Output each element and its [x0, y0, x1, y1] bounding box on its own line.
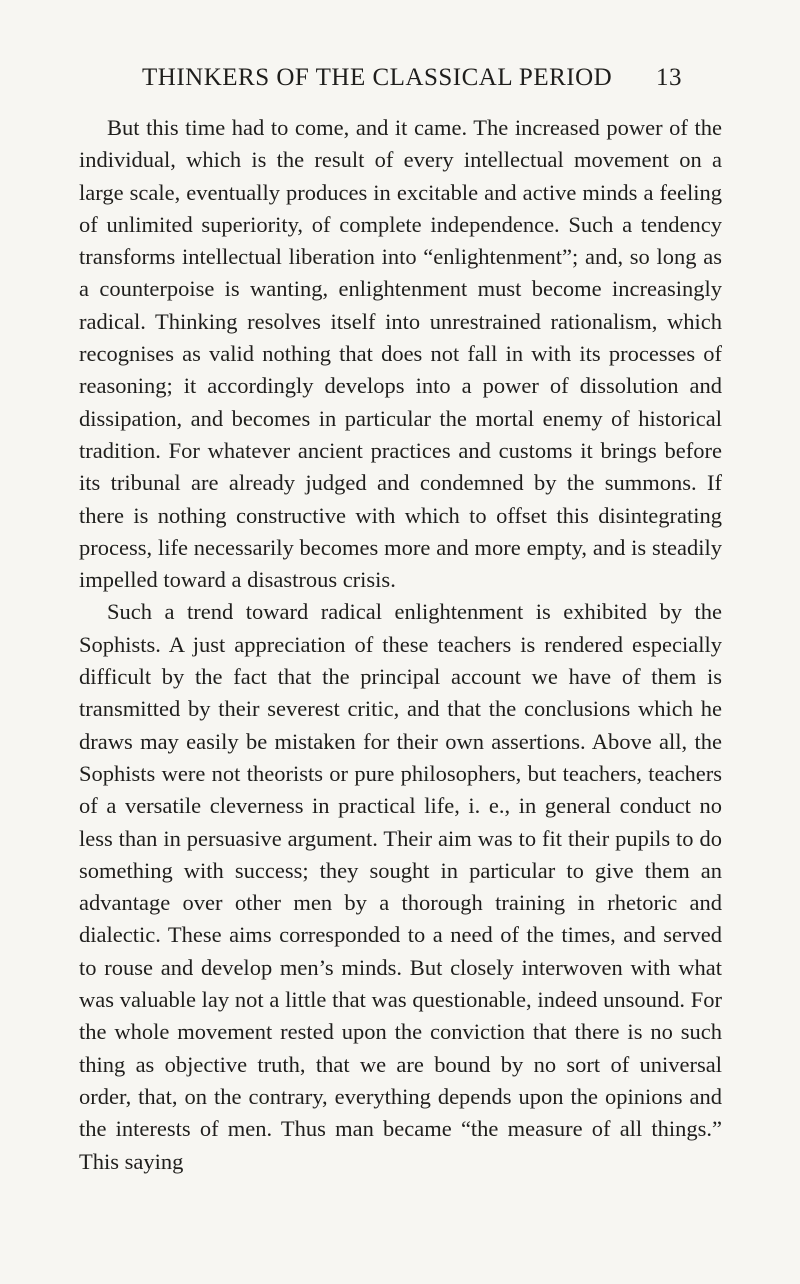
running-head [142, 60, 682, 96]
page-number: 13 [656, 64, 682, 91]
chapter-title: THINKERS OF THE CLASSICAL PERIOD [142, 64, 613, 91]
paragraph-enlightenment: But this time had to come, and it came. The increased power of the individual, which is the result of every intellectual movement on a large scale, eventually produces in excitable and active minds a feeling of unlimited superiority, of complete independence. Such a tendency transforms intellectual liberation into “enlightenment”; and, so long as a counterpoise is wanting, enlightenment must become increasingly radical. Thinking resolves itself into unrestrained rationalism, which recognises as valid nothing that does not fall in with its processes of reasoning; it accordingly develops into a power of dissolution and dissipation, and becomes in particular the mortal enemy of historical tradition. For whatever ancient practices and customs it brings before its tribunal are already judged and condemned by the summons. If there is nothing constructive with which to offset this disintegrating process, life necessarily becomes more and more empty, and is steadily impelled toward a disastrous crisis. [79, 115, 722, 593]
body-text [79, 112, 722, 1178]
paragraph-sophists: Such a trend toward radical enlightenment is exhibited by the Sophists. A just appreciation of these teachers is rendered especially difficult by the fact that the principal account we have of them is transmitted by their severest critic, and that the conclusions which he draws may easily be mistaken for their own assertions. Above all, the Sophists were not theorists or pure philosophers, but teachers, teachers of a versatile cleverness in practical life, i. e., in general conduct no less than in persuasive argument. Their aim was to fit their pupils to do something with success; they sought in particular to give them an advantage over other men by a thorough training in rhetoric and dialectic. These aims corresponded to a need of the times, and served to rouse and develop men’s minds. But closely interwoven with what was valuable lay not a little that was questionable, indeed unsound. For the whole movement rested upon the conviction that there is no such thing as objective truth, that we are bound by no sort of universal order, that, on the contrary, everything depends upon the opinions and the interests of men. Thus man became “the measure of all things.” This saying [79, 599, 722, 1174]
